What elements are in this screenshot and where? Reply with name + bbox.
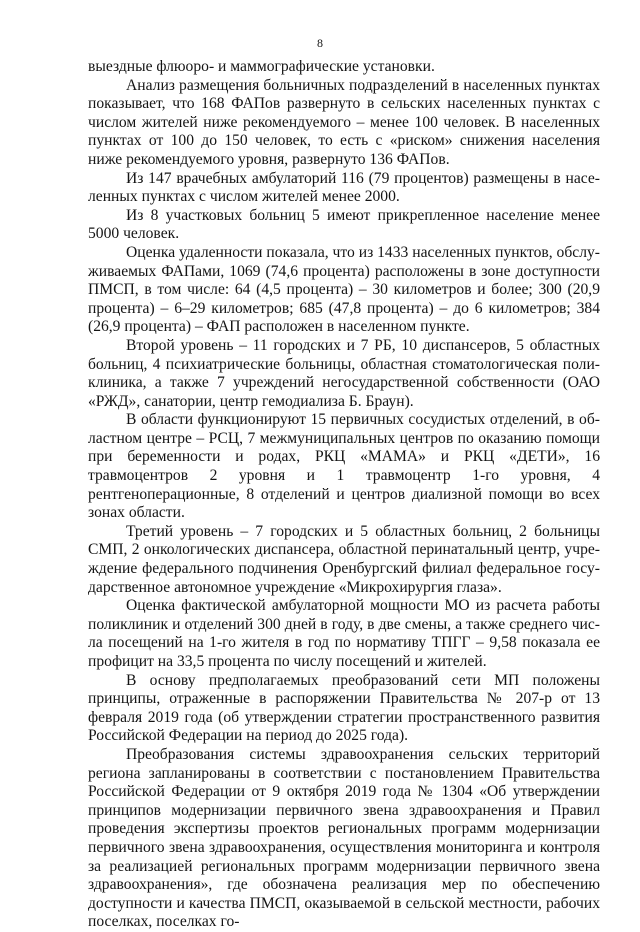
paragraph: Оценка фактической амбулаторной мощности МО из расчета работы поликлиник и отделений 300 дней в году, в две смены, а также среднего числа посещений на 1-го жителя в год по нормативу ТПГГ – 9,58 показала ее профицит на 33,5 процента по числу посещений и жителей. (88, 597, 600, 670)
paragraph: Второй уровень – 11 городских и 7 РБ, 10 диспансеров, 5 областных больниц, 4 психиатрические больницы, областная стоматологическая поликлиника, а также 7 учреждений негосударственной собственности (ОАО «РЖД», санатории, центр гемодиализа Б. Браун). (88, 336, 600, 410)
paragraph: В области функционируют 15 первичных сосудистых отделений, в областном центре – РСЦ, 7 межмуниципальных центров по оказанию помощи при беременности и родах, РКЦ «МАМА» и РКЦ «ДЕТИ», 16 травмоцентров 2 уровня и 1 травмоцентр 1-го уровня, 4 рентгеноперационные, 8 отделений и центров диализной помощи во всех зонах области. (88, 411, 600, 522)
paragraph: Преобразования системы здравоохранения сельских территорий региона запланированы в соответствии с постановлением Правительства Российской Федерации от 9 октября 2019 года № 1304 «Об утверждении принципов модернизации первичного звена здравоохранения и Правил проведения экспертизы проектов региональных программ модернизации первичного звена здравоохранения, осуществления мониторинга и контроля за реализацией региональных программ модернизации первичного звена здравоохранения», где обозначена реализация мер по обеспечению доступности и качества ПМСП, оказываемой в сельской местности, рабочих поселках, поселках го- (88, 745, 600, 931)
page-number: 8 (317, 36, 323, 50)
paragraph: Анализ размещения больничных подразделений в населенных пунктах показывает, что 168 ФАПов развернуто в сельских населенных пунктах с числом жителей ниже рекомендуемого – менее 100 человек. В населенных пунктах от 100 до 150 человек, то есть с «риском» снижения населения ниже рекомендуемого уровня, развернуто 136 ФАПов. (88, 76, 600, 168)
paragraph: В основу предполагаемых преобразований сети МП положены принципы, отраженные в распоряжении Правительства № 207-р от 13 февраля 2019 года (об утверждении стратегии пространственного развития Российской Федерации на период до 2025 года). (88, 671, 600, 745)
paragraph: Оценка удаленности показала, что из 1433 населенных пунктов, обслуживаемых ФАПами, 1069 (74,6 процента) расположены в зоне доступности ПМСП, в том числе: 64 (4,5 процента) – 30 километров и более; 300 (20,9 процента) – 6–29 километров; 685 (47,8 процента) – до 6 километров; 384 (26,9 процента) – ФАП расположен в населенном пункте. (88, 243, 600, 336)
body-text (88, 58, 600, 932)
paragraph: Из 147 врачебных амбулаторий 116 (79 процентов) размещены в населенных пунктах с числом жителей менее 2000. (88, 169, 600, 206)
paragraph-continuation: выездные флюоро- и маммографические установки. (88, 58, 435, 75)
paragraph: Из 8 участковых больниц 5 имеют прикрепленное население менее 5000 человек. (88, 206, 600, 243)
paragraph: Третий уровень – 7 городских и 5 областных больниц, 2 больницы СМП, 2 онкологических диспансера, областной перинатальный центр, учреждение федерального подчинения Оренбургский филиал федеральное государственное автономное учреждение «Микрохирургия глаза». (88, 522, 600, 596)
